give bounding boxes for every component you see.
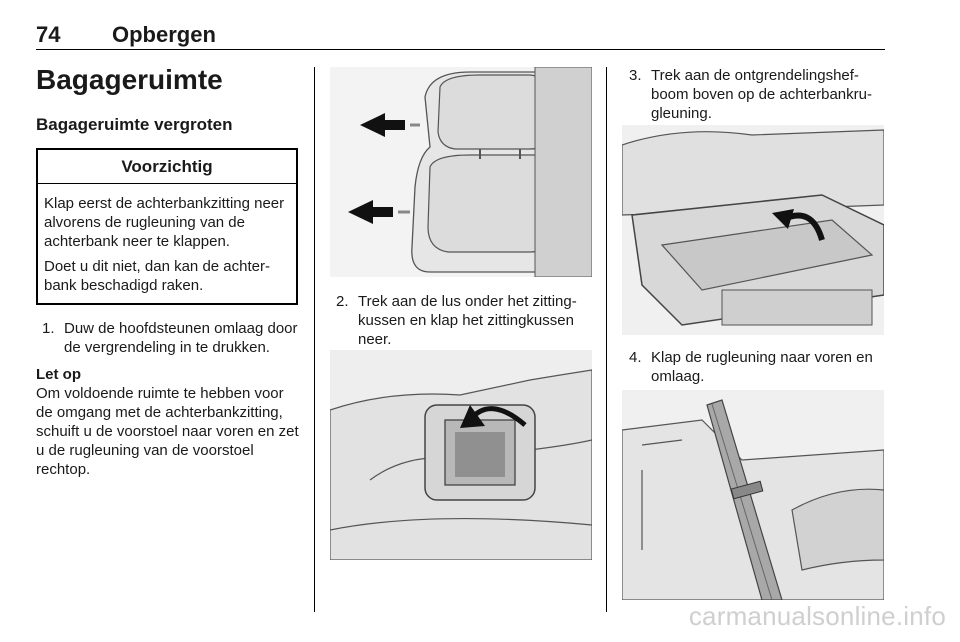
section-subtitle: Bagageruimte vergroten [36,115,233,134]
column-divider-1 [314,67,315,612]
backrest-fold-drawing [622,390,884,600]
step-3 [623,66,887,123]
section-title: Opbergen [112,22,216,47]
step-4 [623,348,887,386]
page-title: Bagageruimte [36,64,223,95]
step-2 [330,292,592,349]
warning-paragraph: Klap eerst de achterbankzitting neer alvorens de rugleuning van de achterbank neer te klappen. [44,195,285,250]
seat-cushion-illustration [330,350,592,560]
note-text: Om voldoende ruimte te hebben voor de omgang met de achterbankzitting, schuift u de voorstoel naar voren en zet u de rugleuning van de voorstoel rechtop. [36,385,299,478]
seat-release-drawing [622,125,884,335]
step-number: 3. [629,67,642,84]
headrest-drawing [330,67,592,277]
warning-box [36,148,298,305]
backrest-fold-illustration [622,390,884,600]
step-text: Klap de rugleuning naar voren en omlaag. [651,349,873,385]
watermark: carmanualsonline.info [688,601,946,631]
seat-release-illustration [622,125,884,335]
step-number: 4. [629,349,642,366]
step-text: Trek aan de lus onder het zittingkussen en klap het zittingkussen neer. [358,293,577,348]
warning-title: Voorzichtig [38,150,296,184]
page-header [0,0,960,52]
header-rule [36,49,885,50]
step-number: 1. [42,320,55,337]
column-divider-2 [606,67,607,612]
page-number: 74 [36,22,61,47]
step-number: 2. [336,293,349,310]
step-1 [36,319,300,357]
step-text: Duw de hoofdsteunen omlaag door de vergrendeling in te drukken. [64,320,298,356]
headrest-illustration [330,67,592,277]
seat-cushion-drawing [330,350,592,560]
note-label: Let op [36,366,81,383]
warning-body [38,184,296,303]
left-column [36,60,300,479]
warning-paragraph: Doet u dit niet, dan kan de achterbank beschadigd raken. [44,258,270,294]
step-text: Trek aan de ontgrendelingshefboom boven op de achterbankrugleuning. [651,67,872,122]
